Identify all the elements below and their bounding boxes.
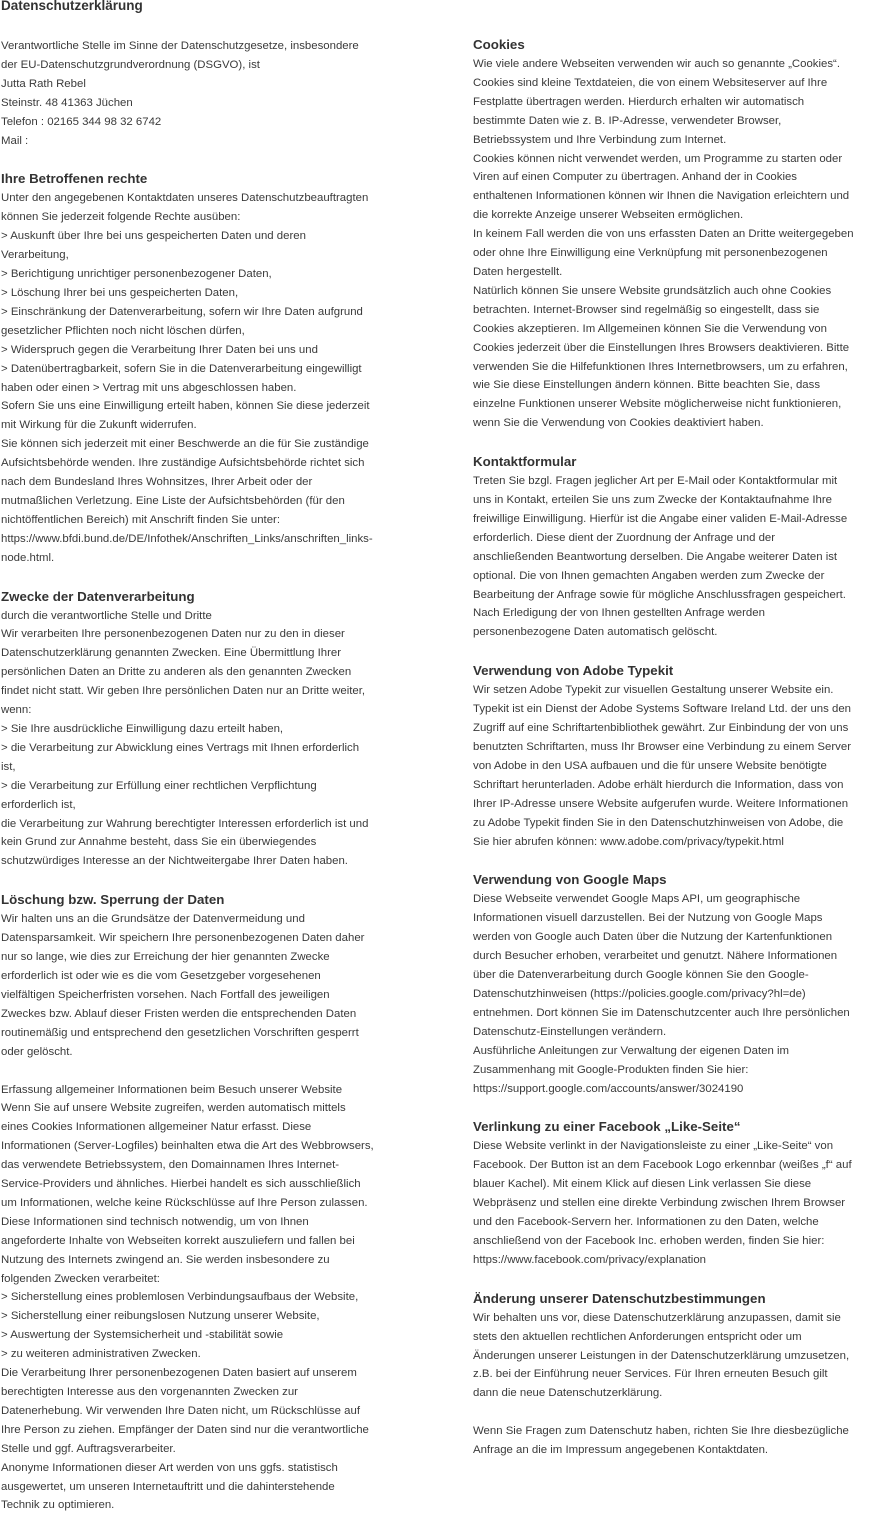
- section-text-line: Typekit ist ein Dienst der Adobe Systems Software Ireland Ltd. der uns den: [473, 700, 889, 719]
- section-text-line: Webpräsenz und stellen eine direkte Verbindung zwischen Ihrem Browser: [473, 1194, 889, 1213]
- section-text-line: Bearbeitung der Anfrage sowie für mögliche Anschlussfragen gespeichert.: [473, 586, 889, 605]
- section-heading: Zwecke der Datenverarbeitung: [1, 587, 409, 607]
- spacer: [1, 150, 409, 169]
- section-text-line: Aufsichtsbehörde wenden. Ihre zuständige Aufsichtsbehörde richtet sich: [1, 454, 409, 473]
- section-text-line: benutzten Schriftarten, muss Ihr Browser eine Verbindung zu einem Server: [473, 738, 889, 757]
- section-text-line: einzelne Funktionen unserer Website möglicherweise nicht funktionieren,: [473, 395, 889, 414]
- section-text-line: https://support.google.com/accounts/answer/3024190: [473, 1080, 889, 1099]
- right-sections: [473, 35, 889, 1460]
- section-text-line: bestimmte Daten wie z. B. IP-Adresse, verwendeter Browser,: [473, 112, 889, 131]
- section-text-line: > Löschung Ihrer bei uns gespeicherten Daten,: [1, 284, 409, 303]
- section-text-line: Facebook. Der Button ist an dem Facebook Logo erkennbar (weißes „f“ auf: [473, 1156, 889, 1175]
- section-text-line: https://www.bfdi.bund.de/DE/Infothek/Anschriften_Links/anschriften_links-: [1, 530, 409, 549]
- section-text-line: angeforderte Inhalte von Webseiten korrekt auszuliefern und fallen bei: [1, 1232, 409, 1251]
- section-text-line: wenn:: [1, 701, 409, 720]
- section-cookies: [473, 35, 889, 433]
- section-ihre-betroffenen-rechte: [1, 169, 409, 567]
- section-text-line: routinemäßig und entsprechend den gesetzlichen Vorschriften gesperrt: [1, 1024, 409, 1043]
- section-text-line: nichtöffentlichen Bereich) mit Anschrift finden Sie unter:: [1, 511, 409, 530]
- section-text-line: Viren auf einen Computer zu übertragen. Anhand der in Cookies: [473, 168, 889, 187]
- section-text-line: Daten hergestellt.: [473, 263, 889, 282]
- spacer: [1, 871, 409, 890]
- section-text-line: blauer Kachel). Mit einem Klick auf diesen Link verlassen Sie diese: [473, 1175, 889, 1194]
- section-text-line: verwenden Sie die Hilfefunktionen Ihres Internetbrowsers, um zu erfahren,: [473, 358, 889, 377]
- section-text-line: stets den aktuellen rechtlichen Anforderungen entspricht oder um: [473, 1328, 889, 1347]
- section-text-line: Wir verarbeiten Ihre personenbezogenen Daten nur zu den in dieser: [1, 625, 409, 644]
- contact-address: Steinstr. 48 41363 Jüchen: [1, 94, 409, 113]
- section-text-line: Cookies sind kleine Textdateien, die von einem Websiteserver auf Ihre: [473, 74, 889, 93]
- section-text-line: dann die neue Datenschutzerklärung.: [473, 1384, 889, 1403]
- section-verwendung-von-google-maps: [473, 870, 889, 1098]
- section-text-line: Anonyme Informationen dieser Art werden von uns ggfs. statistisch: [1, 1459, 409, 1478]
- section-heading: Cookies: [473, 35, 889, 55]
- section-text-line: ist,: [1, 758, 409, 777]
- spacer: [1, 568, 409, 587]
- section-text-line: Sie können sich jederzeit mit einer Beschwerde an die für Sie zuständige: [1, 435, 409, 454]
- section-text-line: > Sicherstellung eines problemlosen Verbindungsaufbaus der Website,: [1, 1288, 409, 1307]
- section-text-line: personenbezogene Daten automatisch gelöscht.: [473, 623, 889, 642]
- section-text-line: um Informationen, welche keine Rückschlüsse auf Ihre Person zulassen.: [1, 1194, 409, 1213]
- section-kontaktformular: [473, 452, 889, 642]
- section-text-line: node.html.: [1, 549, 409, 568]
- spacer: [473, 1098, 889, 1117]
- section-text-line: und den Facebook-Servern her. Informationen zu den Daten, welche: [473, 1213, 889, 1232]
- section-text-line: Datenschutzhinweisen (https://policies.google.com/privacy?hl=de): [473, 985, 889, 1004]
- section-text-line: Service-Providers und ähnliches. Hierbei handelt es sich ausschließlich: [1, 1175, 409, 1194]
- section-text-line: zu Adobe Typekit finden Sie in den Datenschutzhinweisen von Adobe, die: [473, 814, 889, 833]
- section-text-line: erforderlich. Diese dient der Zuordnung der Anfrage und der: [473, 529, 889, 548]
- section-text-line: enthaltenen Informationen können wir Ihnen die Navigation erleichtern und: [473, 187, 889, 206]
- section-text-line: Ihrer IP-Adresse unsere Website aufgerufen wurde. Weitere Informationen: [473, 795, 889, 814]
- section-text-line: https://www.facebook.com/privacy/explanation: [473, 1251, 889, 1270]
- section-text-line: Informationen (Server-Logfiles) beinhalten etwa die Art des Webbrowsers,: [1, 1137, 409, 1156]
- section-text-line: nach dem Bundesland Ihres Wohnsitzes, Ihrer Arbeit oder der: [1, 473, 409, 492]
- section-text-line: folgenden Zwecken verarbeitet:: [1, 1270, 409, 1289]
- contact-mail: Mail :: [1, 132, 409, 151]
- section-text-line: wie Sie diese Einstellungen ändern können. Bitte beachten Sie, dass: [473, 376, 889, 395]
- page-title: Datenschutzerklärung: [1, 0, 143, 16]
- section-text-line: > Einschränkung der Datenverarbeitung, sofern wir Ihre Daten aufgrund: [1, 303, 409, 322]
- section-text-line: Wir setzen Adobe Typekit zur visuellen Gestaltung unserer Website ein.: [473, 681, 889, 700]
- section-text-line: Wenn Sie Fragen zum Datenschutz haben, richten Sie Ihre diesbezügliche: [473, 1422, 889, 1441]
- section-text-line: durch Besucher erhoben, verarbeitet und genutzt. Nähere Informationen: [473, 947, 889, 966]
- section-heading: Löschung bzw. Sperrung der Daten: [1, 890, 409, 910]
- section-text-line: Diese Webseite verwendet Google Maps API, um geographische: [473, 890, 889, 909]
- section-text-line: Wir halten uns an die Grundsätze der Datenvermeidung und: [1, 910, 409, 929]
- section-text-line: entnehmen. Dort können Sie im Datenschutzcenter auch Ihre persönlichen: [473, 1004, 889, 1023]
- section-text-line: > Berichtigung unrichtiger personenbezogener Daten,: [1, 265, 409, 284]
- section-text-line: ausgewertet, um unseren Internetauftritt und die dahinterstehende: [1, 1478, 409, 1497]
- section-text-line: > die Verarbeitung zur Erfüllung einer rechtlichen Verpflichtung: [1, 777, 409, 796]
- section-text-line: > Sicherstellung einer reibungslosen Nutzung unserer Website,: [1, 1307, 409, 1326]
- spacer: [1, 1062, 409, 1081]
- section-text-line: Unter den angegebenen Kontaktdaten unseres Datenschutzbeauftragten: [1, 189, 409, 208]
- section-text-line: Cookies jederzeit über die Einstellungen Ihres Browsers deaktivieren. Bitte: [473, 339, 889, 358]
- contact-phone: Telefon : 02165 344 98 32 6742: [1, 113, 409, 132]
- spacer: [473, 1270, 889, 1289]
- intro-line: Verantwortliche Stelle im Sinne der Datenschutzgesetze, insbesondere: [1, 37, 409, 56]
- section-text-line: Die Verarbeitung Ihrer personenbezogenen Daten basiert auf unserem: [1, 1364, 409, 1383]
- section-text-line: Cookies akzeptieren. Im Allgemeinen können Sie die Verwendung von: [473, 320, 889, 339]
- spacer: [473, 433, 889, 452]
- section-text-line: über die Datenverarbeitung durch Google können Sie den Google-: [473, 966, 889, 985]
- intro-line: der EU-Datenschutzgrundverordnung (DSGVO), ist: [1, 56, 409, 75]
- section-text-line: Sofern Sie uns eine Einwilligung erteilt haben, können Sie diese jederzeit: [1, 397, 409, 416]
- section-text-line: Datenerhebung. Wir verwenden Ihre Daten nicht, um Rückschlüsse auf: [1, 1402, 409, 1421]
- spacer: [473, 851, 889, 870]
- section-text-line: erforderlich ist,: [1, 796, 409, 815]
- section-heading: Kontaktformular: [473, 452, 889, 472]
- section-text-line: > Auskunft über Ihre bei uns gespeicherten Daten und deren: [1, 227, 409, 246]
- left-column: [1, 37, 409, 1515]
- section-heading: Verwendung von Google Maps: [473, 870, 889, 890]
- section-text-line: uns in Kontakt, erteilen Sie uns zum Zwecke der Kontaktaufnahme Ihre: [473, 491, 889, 510]
- spacer: [473, 642, 889, 661]
- section-text-line: Stelle und ggf. Auftragsverarbeiter.: [1, 1440, 409, 1459]
- section-text-line: > Sie Ihre ausdrückliche Einwilligung dazu erteilt haben,: [1, 720, 409, 739]
- section-loeschung-bzw-sperrung-der-daten: [1, 890, 409, 1061]
- section-zwecke-der-datenverarbeitung: [1, 587, 409, 872]
- section-heading: Ihre Betroffenen rechte: [1, 169, 409, 189]
- section-text-line: mit Wirkung für die Zukunft widerrufen.: [1, 416, 409, 435]
- section-text-line: schutzwürdiges Interesse an der Nichtweitergabe Ihrer Daten haben.: [1, 852, 409, 871]
- section-text-line: erforderlich ist oder wie es die vom Gesetzgeber vorgesehenen: [1, 967, 409, 986]
- section-text-line: die korrekte Anzeige unserer Webseiten ermöglichen.: [473, 206, 889, 225]
- section-text-line: Zusammenhang mit Google-Produkten finden Sie hier:: [473, 1061, 889, 1080]
- section-text-line: freiwillige Einwilligung. Hierfür ist die Angabe einer validen E-Mail-Adresse: [473, 510, 889, 529]
- section-text-line: Sie hier abrufen können: www.adobe.com/privacy/typekit.html: [473, 833, 889, 852]
- section-text-line: > Auswertung der Systemsicherheit und -stabilität sowie: [1, 1326, 409, 1345]
- section-text-line: die Verarbeitung zur Wahrung berechtigter Interessen erforderlich ist und: [1, 815, 409, 834]
- section-heading: Änderung unserer Datenschutzbestimmungen: [473, 1289, 889, 1309]
- section-text-line: Wir behalten uns vor, diese Datenschutzerklärung anzupassen, damit sie: [473, 1309, 889, 1328]
- section-text-line: persönlichen Daten an Dritte zu anderen als den genannten Zwecken: [1, 663, 409, 682]
- section-text-line: haben oder einen > Vertrag mit uns abgeschlossen haben.: [1, 379, 409, 398]
- section-text-line: > Datenübertragbarkeit, sofern Sie in die Datenverarbeitung eingewilligt: [1, 360, 409, 379]
- section-text-line: werden von Google auch Daten über die Nutzung der Kartenfunktionen: [473, 928, 889, 947]
- section-text-line: findet nicht statt. Wir geben Ihre persönlichen Daten nur an Dritte weiter,: [1, 682, 409, 701]
- section-text-line: gesetzlicher Pflichten noch nicht löschen dürfen,: [1, 322, 409, 341]
- section-paragraph: [473, 1422, 889, 1460]
- section-text-line: Diese Website verlinkt in der Navigationsleiste zu einer „Like-Seite“ von: [473, 1137, 889, 1156]
- section-text-line: Ausführliche Anleitungen zur Verwaltung der eigenen Daten im: [473, 1042, 889, 1061]
- section-text-line: oder ohne Ihre Einwilligung eine Verknüpfung mit personenbezogenen: [473, 244, 889, 263]
- section-text-line: Ihre Person zu ziehen. Empfänger der Daten sind nur die verantwortliche: [1, 1421, 409, 1440]
- section-text-line: anschließend von der Facebook Inc. erhoben werden, finden Sie hier:: [473, 1232, 889, 1251]
- left-sections: [1, 169, 409, 1515]
- section-text-line: Festplatte übertragen werden. Hierdurch erhalten wir automatisch: [473, 93, 889, 112]
- section-aenderung-unserer-datenschutzbestimmungen: [473, 1289, 889, 1404]
- section-text-line: können Sie jederzeit folgende Rechte ausüben:: [1, 208, 409, 227]
- section-text-line: > die Verarbeitung zur Abwicklung eines Vertrags mit Ihnen erforderlich: [1, 739, 409, 758]
- responsible-party-block: [1, 37, 409, 150]
- section-text-line: Informationen visuell darzustellen. Bei der Nutzung von Google Maps: [473, 909, 889, 928]
- section-text-line: Zweckes bzw. Ablauf dieser Fristen werden die entsprechenden Daten: [1, 1005, 409, 1024]
- section-text-line: Diese Informationen sind technisch notwendig, um von Ihnen: [1, 1213, 409, 1232]
- section-heading: Verlinkung zu einer Facebook „Like-Seite“: [473, 1117, 889, 1137]
- section-text-line: Treten Sie bzgl. Fragen jeglicher Art per E-Mail oder Kontaktformular mit: [473, 472, 889, 491]
- section-text-line: Nach Erledigung der von Ihnen gestellten Anfrage werden: [473, 604, 889, 623]
- section-text-line: von Adobe in den USA aufbauen und die für unsere Website benötigte: [473, 757, 889, 776]
- section-text-line: durch die verantwortliche Stelle und Dritte: [1, 607, 409, 626]
- section-text-line: das verwendete Betriebssystem, den Domainnamen Ihres Internet-: [1, 1156, 409, 1175]
- section-text-line: wenn Sie die Verwendung von Cookies deaktiviert haben.: [473, 414, 889, 433]
- section-text-line: betrachten. Internet-Browser sind regelmäßig so eingestellt, dass sie: [473, 301, 889, 320]
- section-text-line: Schriftart herunterladen. Adobe erhält hierdurch die Information, dass von: [473, 776, 889, 795]
- section-text-line: Datensparsamkeit. Wir speichern Ihre personenbezogenen Daten daher: [1, 929, 409, 948]
- section-text-line: Betriebssystem und Ihre Verbindung zum Internet.: [473, 131, 889, 150]
- section-heading: Verwendung von Adobe Typekit: [473, 661, 889, 681]
- section-text-line: anschließenden Beantwortung derselben. Die Angabe weiterer Daten ist: [473, 548, 889, 567]
- section-text-line: Zugriff auf eine Schriftartenbibliothek gewährt. Zur Einbindung der von uns: [473, 719, 889, 738]
- section-text-line: Anfrage an die im Impressum angegebenen Kontaktdaten.: [473, 1441, 889, 1460]
- spacer: [473, 1403, 889, 1422]
- section-text-line: Erfassung allgemeiner Informationen beim Besuch unserer Website: [1, 1081, 409, 1100]
- section-text-line: Natürlich können Sie unsere Website grundsätzlich auch ohne Cookies: [473, 282, 889, 301]
- section-text-line: Nutzung des Internets zwingend an. Sie werden insbesondere zu: [1, 1251, 409, 1270]
- section-text-line: Datenschutzerklärung genannten Zwecken. Eine Übermittlung Ihrer: [1, 644, 409, 663]
- section-text-line: vielfältigen Speicherfristen vorsehen. Nach Fortfall des jeweiligen: [1, 986, 409, 1005]
- section-text-line: berechtigten Interesse aus den vorgenannten Zwecken zur: [1, 1383, 409, 1402]
- section-text-line: optional. Die von Ihnen gemachten Angaben werden zum Zwecke der: [473, 567, 889, 586]
- section-text-line: kein Grund zur Annahme besteht, dass Sie ein überwiegendes: [1, 833, 409, 852]
- section-text-line: Änderungen unserer Leistungen in der Datenschutzerklärung umzusetzen,: [473, 1347, 889, 1366]
- section-text-line: z.B. bei der Einführung neuer Services. Für Ihren erneuten Besuch gilt: [473, 1365, 889, 1384]
- section-text-line: Technik zu optimieren.: [1, 1496, 409, 1515]
- section-text-line: Cookies können nicht verwendet werden, um Programme zu starten oder: [473, 150, 889, 169]
- section-text-line: In keinem Fall werden die von uns erfassten Daten an Dritte weitergegeben: [473, 225, 889, 244]
- section-text-line: oder gelöscht.: [1, 1043, 409, 1062]
- section-text-line: Wie viele andere Webseiten verwenden wir auch so genannte „Cookies“.: [473, 55, 889, 74]
- section-text-line: Datenschutz-Einstellungen verändern.: [473, 1023, 889, 1042]
- section-paragraph: [1, 1081, 409, 1515]
- section-text-line: mutmaßlichen Verletzung. Eine Liste der Aufsichtsbehörden (für den: [1, 492, 409, 511]
- section-verwendung-von-adobe-typekit: [473, 661, 889, 851]
- right-column: [473, 35, 889, 1460]
- section-text-line: eines Cookies Informationen allgemeiner Natur erfasst. Diese: [1, 1118, 409, 1137]
- section-verlinkung-zu-einer-facebook-like-seite: [473, 1117, 889, 1269]
- section-text-line: Verarbeitung,: [1, 246, 409, 265]
- section-text-line: > zu weiteren administrativen Zwecken.: [1, 1345, 409, 1364]
- section-text-line: nur so lange, wie dies zur Erreichung der hier genannten Zwecke: [1, 948, 409, 967]
- contact-name: Jutta Rath Rebel: [1, 75, 409, 94]
- section-text-line: Wenn Sie auf unsere Website zugreifen, werden automatisch mittels: [1, 1099, 409, 1118]
- section-text-line: > Widerspruch gegen die Verarbeitung Ihrer Daten bei uns und: [1, 341, 409, 360]
